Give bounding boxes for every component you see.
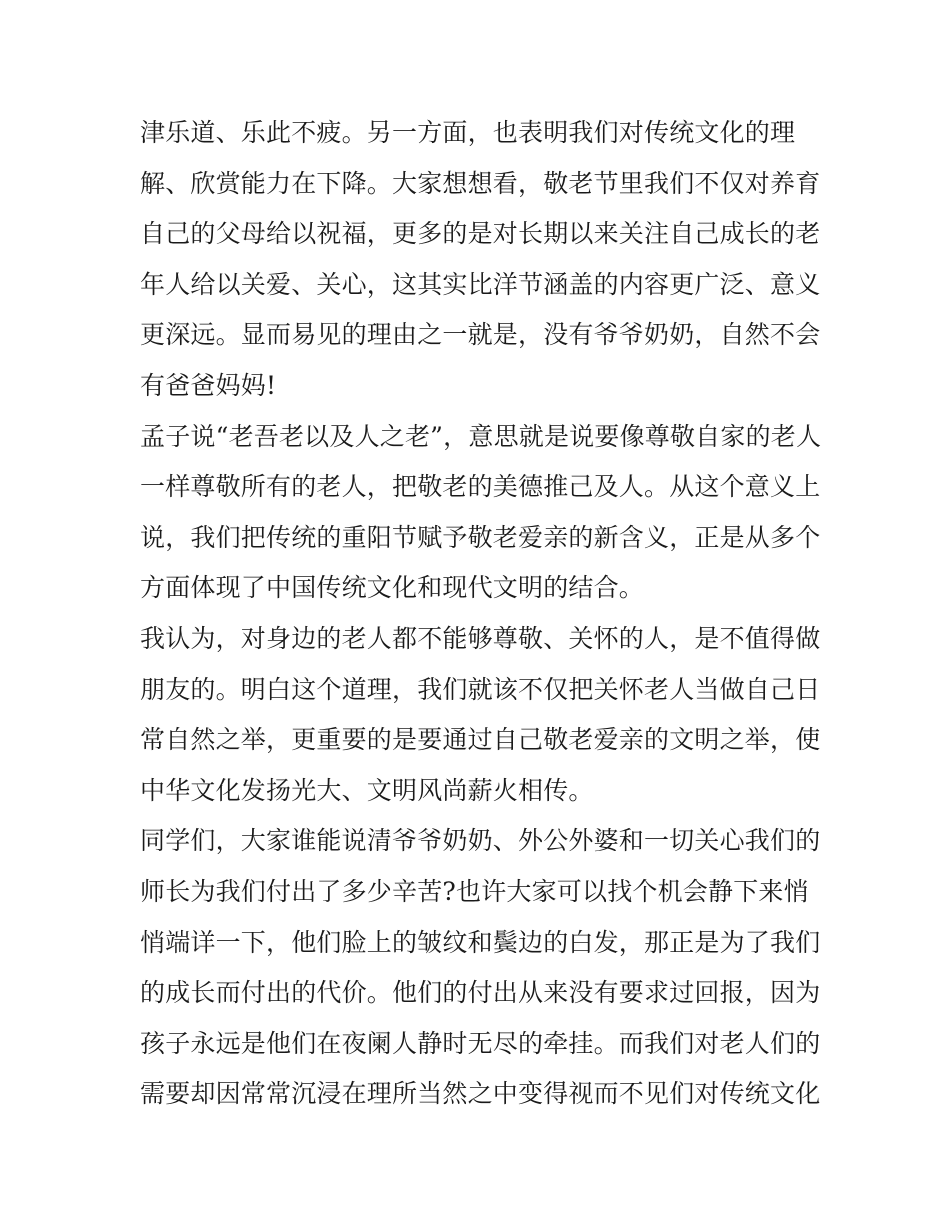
text-line: 说，我们把传统的重阳节赋予敬老爱亲的新含义，正是从多个 <box>140 522 821 552</box>
text-line: 我认为，对身边的老人都不能够尊敬、关怀的人，是不值得做 <box>140 623 821 653</box>
text-line: 中华文化发扬光大、文明风尚薪火相传。 <box>140 775 594 805</box>
text-line: 津乐道、乐此不疲。另一方面，也表明我们对传统文化的理 <box>140 118 796 147</box>
text-line: 需要却因常常沉浸在理所当然之中变得视而不见们对传统文化 <box>140 1079 821 1109</box>
text-line: 自己的父母给以祝福，更多的是对长期以来关注自己成长的老 <box>140 219 821 249</box>
text-line: 有爸爸妈妈! <box>140 370 277 400</box>
text-line: 师长为我们付出了多少辛苦?也许大家可以找个机会静下来悄 <box>140 876 809 906</box>
text-line: 更深远。显而易见的理由之一就是，没有爷爷奶奶，自然不会 <box>140 320 821 350</box>
text-line: 一样尊敬所有的老人，把敬老的美德推己及人。从这个意义上 <box>140 472 821 502</box>
text-line: 朋友的。明白这个道理，我们就该不仅把关怀老人当做自己日 <box>140 674 821 704</box>
text-line: 常自然之举，更重要的是要通过自己敬老爱亲的文明之举，使 <box>140 725 821 755</box>
text-line: 同学们，大家谁能说清爷爷奶奶、外公外婆和一切关心我们的 <box>140 826 821 856</box>
text-line: 方面体现了中国传统文化和现代文明的结合。 <box>140 573 645 603</box>
text-line: 孩子永远是他们在夜阑人静时无尽的牵挂。而我们对老人们的 <box>140 1028 821 1058</box>
text-line: 的成长而付出的代价。他们的付出从来没有要求过回报，因为 <box>140 978 821 1008</box>
body-text <box>140 108 820 1120</box>
text-line: 解、欣赏能力在下降。大家想想看，敬老节里我们不仅对养育 <box>140 168 821 198</box>
text-line: 悄端详一下，他们脸上的皱纹和鬓边的白发，那正是为了我们 <box>140 927 821 957</box>
text-line: 孟子说“老吾老以及人之老”，意思就是说要像尊敬自家的老人 <box>140 421 822 451</box>
text-line: 年人给以关爱、关心，这其实比洋节涵盖的内容更广泛、意义 <box>140 269 821 299</box>
